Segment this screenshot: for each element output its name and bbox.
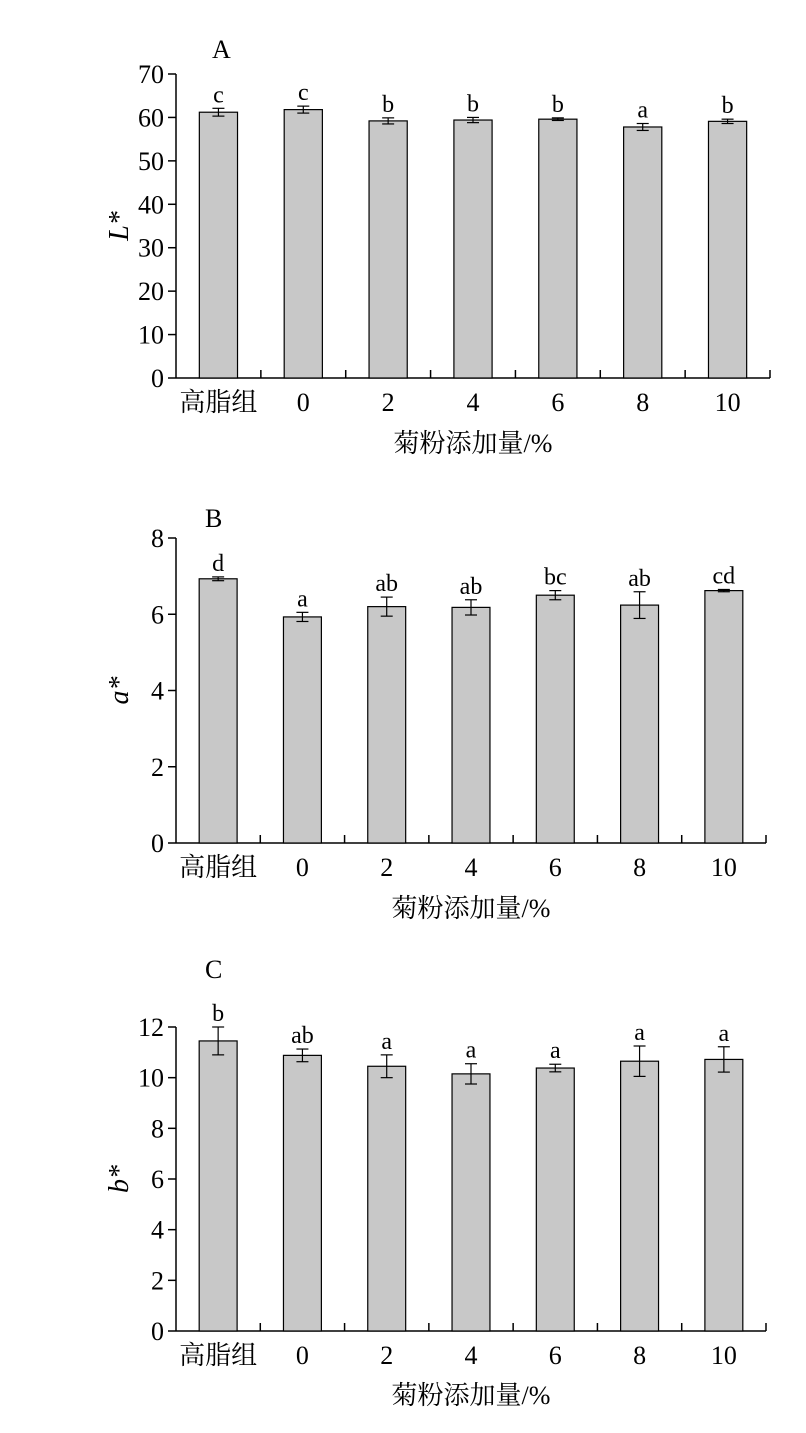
bar	[452, 607, 490, 843]
x-tick-label: 4	[466, 388, 480, 417]
bar	[621, 605, 659, 843]
significance-label: b	[382, 91, 395, 118]
x-tick-label: 0	[296, 388, 310, 417]
x-tick-label: 4	[464, 853, 478, 882]
x-tick-label: 6	[548, 853, 562, 882]
bar	[368, 1066, 406, 1331]
x-tick-label: 10	[710, 853, 737, 882]
y-tick-label: 0	[151, 364, 164, 393]
y-tick-label: 0	[151, 1317, 164, 1346]
y-tick-label: 30	[138, 233, 164, 263]
x-tick-label: 2	[380, 1341, 394, 1370]
panel-label: A	[212, 35, 231, 64]
x-tick-label: 6	[551, 388, 565, 417]
bar	[536, 1068, 574, 1331]
x-tick-label: 6	[548, 1341, 562, 1370]
y-tick-label: 10	[138, 320, 164, 350]
significance-label: b	[467, 91, 479, 118]
bar	[624, 127, 662, 378]
x-tick-label: 10	[710, 1341, 737, 1370]
significance-label: bc	[543, 564, 567, 591]
significance-label: ab	[459, 573, 483, 600]
y-tick-label: 70	[138, 60, 164, 89]
significance-label: a	[297, 586, 308, 613]
y-tick-label: 20	[138, 277, 164, 307]
y-tick-label: 6	[151, 600, 164, 630]
bar	[199, 1041, 237, 1331]
bar	[536, 595, 574, 843]
y-tick-label: 4	[151, 676, 164, 706]
significance-label: ab	[291, 1023, 314, 1050]
significance-label: cd	[712, 563, 736, 590]
y-tick-label: 50	[138, 146, 164, 176]
bar	[452, 1074, 490, 1331]
x-tick-label: 高脂组	[179, 388, 258, 417]
bar	[283, 617, 321, 843]
significance-label: c	[297, 80, 309, 107]
bar	[283, 1055, 321, 1331]
x-tick-label: 8	[633, 853, 647, 882]
y-tick-label: 4	[151, 1215, 164, 1245]
x-tick-label: 0	[295, 1341, 309, 1370]
significance-label: a	[465, 1037, 477, 1064]
y-tick-label: 6	[151, 1165, 164, 1194]
bar	[284, 110, 322, 378]
x-tick-label: 2	[381, 388, 395, 417]
y-tick-label: 12	[138, 1013, 164, 1042]
panel-label: C	[205, 955, 223, 984]
bar	[454, 120, 492, 378]
significance-label: c	[213, 82, 224, 109]
y-tick-label: 2	[151, 752, 164, 782]
significance-label: a	[637, 97, 649, 124]
bar	[199, 112, 237, 378]
y-axis-title: a*	[104, 676, 135, 705]
bar	[368, 607, 406, 843]
significance-label: a	[381, 1028, 393, 1055]
x-tick-label: 2	[380, 853, 394, 882]
significance-label: d	[212, 550, 225, 577]
bar	[705, 1059, 743, 1331]
y-tick-label: 8	[151, 1114, 164, 1144]
bar	[539, 119, 577, 378]
x-axis-title: 菊粉添加量/%	[391, 1381, 551, 1410]
y-axis-title: b*	[104, 1165, 135, 1193]
bar	[199, 579, 237, 843]
significance-label: a	[549, 1038, 561, 1065]
y-tick-label: 8	[151, 524, 164, 553]
y-tick-label: 10	[138, 1063, 164, 1093]
x-axis-title: 菊粉添加量/%	[391, 894, 551, 923]
significance-label: ab	[375, 571, 399, 598]
x-tick-label: 4	[464, 1341, 478, 1370]
y-tick-label: 60	[138, 103, 164, 133]
y-tick-label: 2	[151, 1266, 164, 1296]
bar	[621, 1061, 659, 1331]
x-tick-label: 8	[633, 1341, 647, 1370]
x-axis-title: 菊粉添加量/%	[393, 429, 553, 458]
y-tick-label: 0	[151, 829, 164, 858]
x-tick-label: 高脂组	[179, 853, 258, 882]
significance-label: b	[551, 91, 564, 118]
x-tick-label: 10	[714, 388, 741, 417]
x-tick-label: 高脂组	[179, 1341, 258, 1370]
significance-label: a	[634, 1020, 645, 1046]
panel-label: B	[205, 504, 223, 533]
significance-label: b	[212, 1001, 225, 1027]
x-tick-label: 0	[295, 853, 309, 882]
significance-label: ab	[628, 565, 651, 592]
y-tick-label: 40	[138, 190, 164, 220]
bar	[708, 121, 746, 378]
y-axis-title: L*	[104, 211, 135, 241]
bar	[705, 591, 743, 843]
bar	[369, 121, 407, 378]
significance-label: b	[721, 93, 734, 120]
x-tick-label: 8	[636, 388, 650, 417]
significance-label: a	[718, 1020, 730, 1047]
